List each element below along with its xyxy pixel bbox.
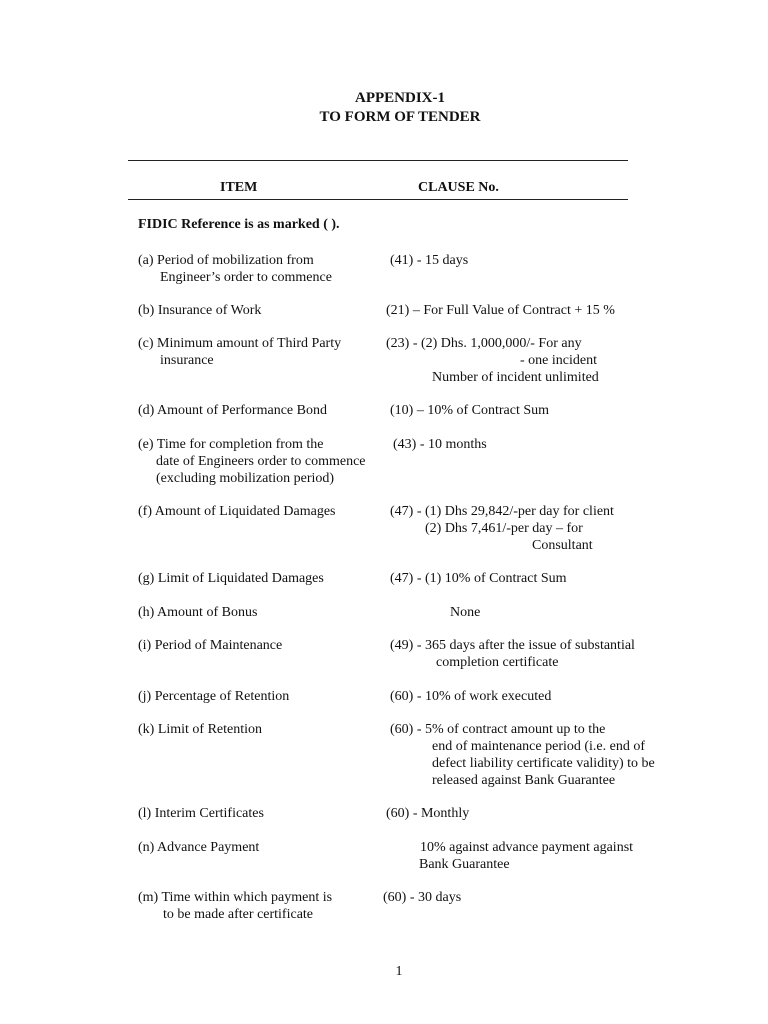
clause-value-line: Bank Guarantee <box>419 857 510 872</box>
item-description-line: (m) Time within which payment is <box>138 890 333 905</box>
item-description-line: (h) Amount of Bonus <box>138 605 258 620</box>
item-description-line: (k) Limit of Retention <box>138 722 263 737</box>
reference-note: FIDIC Reference is as marked ( ). <box>138 217 340 232</box>
clause-value-line: (10) – 10% of Contract Sum <box>390 403 550 418</box>
clause-value-line: (47) - (1) Dhs 29,842/-per day for client <box>390 504 614 519</box>
document-subtitle: TO FORM OF TENDER <box>319 109 481 125</box>
clause-value <box>0 839 633 873</box>
item-description-line: (c) Minimum amount of Third Party <box>138 336 342 351</box>
item-description-line: (j) Percentage of Retention <box>138 689 290 704</box>
clause-value-line: Number of incident unlimited <box>432 370 599 385</box>
item-description-line: to be made after certificate <box>163 907 314 922</box>
clause-value-line: (47) - (1) 10% of Contract Sum <box>390 571 567 586</box>
item-description-line: (b) Insurance of Work <box>138 303 262 318</box>
item-description-line: (d) Amount of Performance Bond <box>138 403 327 418</box>
clause-value-line: (2) Dhs 7,461/-per day – for <box>425 521 583 536</box>
clause-value-line: (23) - (2) Dhs. 1,000,000/- For any <box>386 336 582 351</box>
clause-value-line: (41) - 15 days <box>390 253 469 268</box>
clause-value-line: 10% against advance payment against <box>420 840 634 855</box>
clause-value-line: None <box>450 605 481 620</box>
clause-value <box>0 436 487 453</box>
item-description-line: (n) Advance Payment <box>138 840 260 855</box>
clause-value <box>0 302 615 319</box>
clause-column-header: CLAUSE No. <box>418 180 499 195</box>
clause-value <box>0 335 599 386</box>
clause-value <box>0 637 635 671</box>
clause-value <box>0 503 614 554</box>
clause-value <box>0 252 468 269</box>
item-description-line: (l) Interim Certificates <box>138 806 264 821</box>
clause-value <box>0 604 480 621</box>
clause-value-line: (21) – For Full Value of Contract + 15 % <box>386 303 615 318</box>
clause-value <box>0 570 567 587</box>
item-description-line: (a) Period of mobilization from <box>138 253 314 268</box>
item-description-line: (excluding mobilization period) <box>156 471 335 486</box>
top-divider <box>128 160 628 161</box>
clause-value-line: (60) - 10% of work executed <box>390 689 552 704</box>
clause-value <box>0 889 461 906</box>
clause-value-line: released against Bank Guarantee <box>432 773 616 788</box>
item-description-line: (g) Limit of Liquidated Damages <box>138 571 324 586</box>
clause-value-line: completion certificate <box>436 655 559 670</box>
clause-value <box>0 805 469 822</box>
item-description-line: date of Engineers order to commence <box>156 454 366 469</box>
item-description-line: Engineer’s order to commence <box>160 270 332 285</box>
document-title: APPENDIX-1 <box>355 90 445 106</box>
clause-value-line: (60) - 5% of contract amount up to the <box>390 722 606 737</box>
clause-value-line: end of maintenance period (i.e. end of <box>432 739 646 754</box>
clause-value-line: (60) - Monthly <box>386 806 470 821</box>
clause-value-line: Consultant <box>532 538 593 553</box>
clause-value <box>0 402 549 419</box>
clause-value-line: (43) - 10 months <box>393 437 487 452</box>
item-description-line: (e) Time for completion from the <box>138 437 324 452</box>
clause-value <box>0 688 551 705</box>
item-column-header: ITEM <box>220 180 258 195</box>
item-description-line: (i) Period of Maintenance <box>138 638 283 653</box>
clause-value-line: - one incident <box>520 353 597 368</box>
clause-value <box>0 721 655 789</box>
clause-value-line: (60) - 30 days <box>383 890 462 905</box>
item-description-line: (f) Amount of Liquidated Damages <box>138 504 336 519</box>
clause-value-line: defect liability certificate validity) to be <box>432 756 655 771</box>
clause-value-line: (49) - 365 days after the issue of substantial <box>390 638 635 653</box>
page-number: 1 <box>395 964 403 979</box>
item-description-line: insurance <box>160 353 214 368</box>
header-divider <box>128 199 628 200</box>
